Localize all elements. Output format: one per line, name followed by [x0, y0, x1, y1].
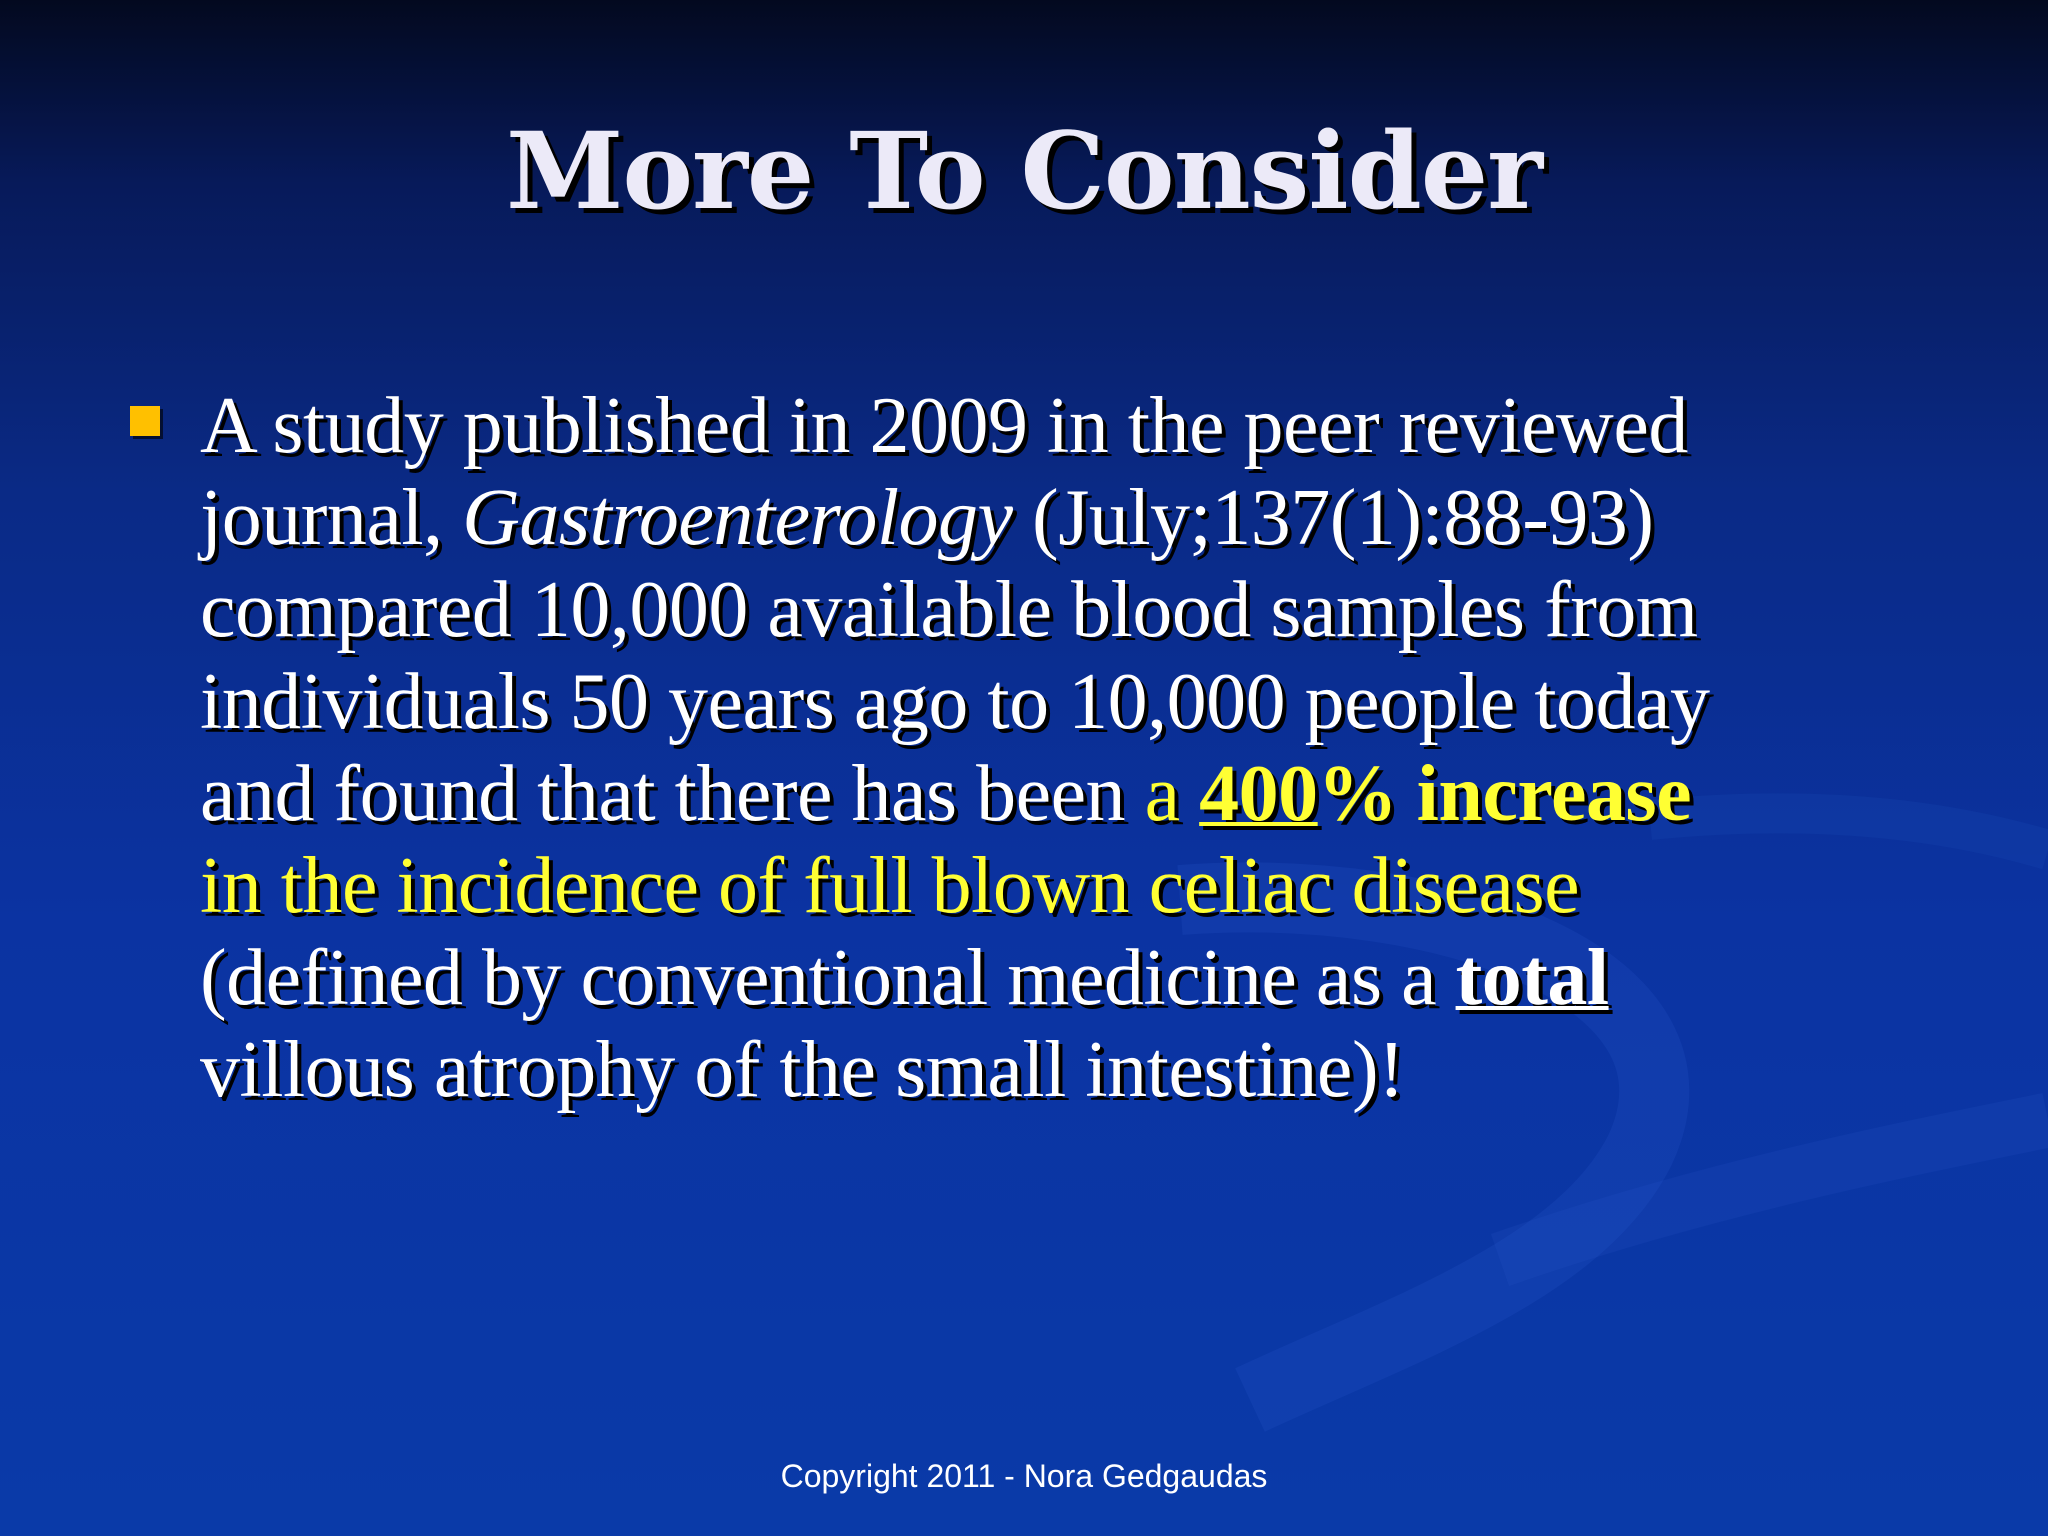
highlight-increase: % increase	[1317, 750, 1692, 838]
journal-name: Gastroenterology	[462, 474, 1013, 562]
journal-citation: (July;137(1):88-93)	[1012, 474, 1654, 562]
square-bullet-icon	[130, 406, 160, 436]
bullet-line-7-start: (defined by conventional medicine as a	[200, 934, 1456, 1022]
bullet-line-1: A study published in 2009 in the peer reviewed	[200, 382, 1688, 470]
bullet-line-7	[200, 932, 1900, 1024]
bullet-line-6-highlight: in the incidence of full blown celiac disease	[200, 842, 1580, 930]
bullet-line-8: villous atrophy of the small intestine)!	[200, 1026, 1405, 1114]
highlight-a: a	[1144, 750, 1200, 838]
bullet-line-2-start: journal,	[200, 474, 463, 562]
bullet-text	[200, 380, 1900, 1116]
bullet-line-4: individuals 50 years ago to 10,000 people today	[200, 658, 1710, 746]
highlight-percent: 400	[1199, 750, 1318, 838]
bullet-line-5-start: and found that there has been	[200, 750, 1145, 838]
bullet-line-2	[200, 472, 1900, 564]
bullet-line-3: compared 10,000 available blood samples from	[200, 566, 1698, 654]
copyright-footer: Copyright 2011 - Nora Gedgaudas	[780, 1458, 1268, 1494]
slide-title: More To Consider	[505, 108, 1543, 233]
emphasis-total: total	[1455, 934, 1609, 1022]
bullet-line-5	[200, 748, 1900, 840]
